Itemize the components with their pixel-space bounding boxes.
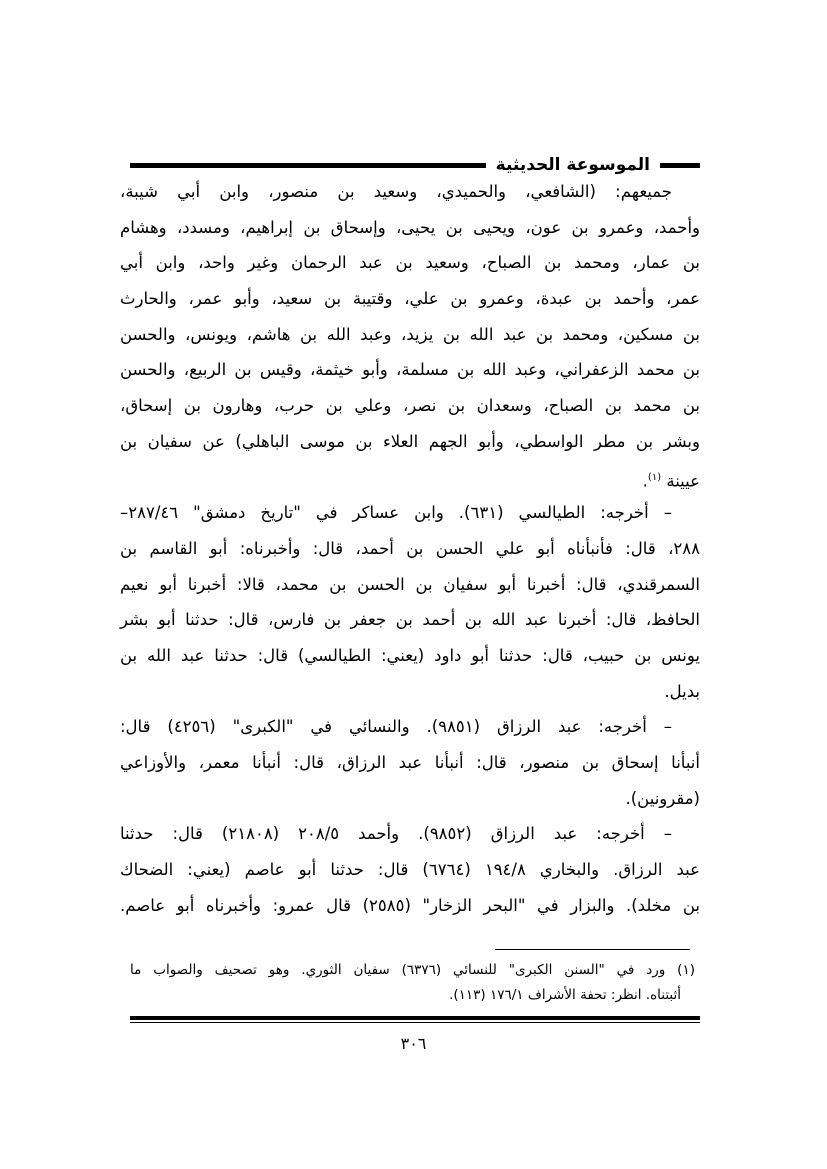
text-line: يونس بن حبيب، قال: حدثنا أبو داود (يعني: الطيالسي) قال: حدثنا عبد الله بن	[120, 645, 700, 665]
text-line: بن عمار، ومحمد بن الصباح، وسعيد بن عبد الرحمان وغير واحد، وابن أبي	[120, 253, 700, 273]
text-line: بن محمد الزعفراني، وعبد الله بن مسلمة، وأبو خيثمة، وقيس بن الربيع، والحسن	[120, 360, 700, 380]
text-line: جميعهم: (الشافعي، والحميدي، وسعيد بن منصور، وابن أبي شيبة،	[120, 182, 672, 201]
text-line: – أخرجه: عبد الرزاق (٩٨٥٢). وأحمد ٢٠٨/٥ (٢١٨٠٨) قال: حدثنا	[120, 824, 673, 844]
footer-rule	[130, 1016, 700, 1023]
footnote-separator	[495, 949, 690, 950]
footnote-reference[interactable]: (١)	[647, 471, 662, 483]
header-rule-right	[660, 163, 700, 168]
text-line: عبد الرزاق. والبخاري ١٩٤/٨ (٦٧٦٤) قال: حدثنا أبو عاصم (يعني: الضحاك	[120, 860, 700, 880]
text-fragment: عيينة	[666, 471, 700, 490]
text-line: – أخرجه: الطيالسي (٦٣١). وابن عساكر في "تاريخ دمشق" ٢٨٧/٤٦–	[120, 503, 672, 523]
footer-rule-thick	[130, 1016, 700, 1020]
text-line	[120, 460, 700, 496]
footnotes	[130, 958, 695, 1008]
text-line: بن مخلد). والبزار في "البحر الزخار" (٢٥٨٥) قال عمرو: وأخبرناه أبو عاصم.	[120, 895, 700, 915]
footnote-line: أثبتناه. انظر: تحفة الأشراف ١٧٦/١ (١١٣).	[449, 987, 681, 1003]
text-line: وبشر بن مطر الواسطي، وأبو الجهم العلاء بن موسى الباهلي) عن سفيان بن	[120, 431, 700, 451]
header-rule-left	[130, 163, 486, 168]
text-line: السمرقندي، قال: أخبرنا أبو سفيان بن الحسن بن محمد، قالا: أخبرنا أبو نعيم	[120, 574, 700, 594]
main-text	[120, 174, 700, 923]
text-line: ٢٨٨، قال: فأنبأناه أبو علي الحسن بن أحمد، قال: وأخبرناه: أبو القاسم بن	[120, 538, 700, 558]
text-fragment: .	[642, 471, 648, 490]
text-line: أنبأنا إسحاق بن منصور، قال: أنبأنا عبد الرزاق، قال: أنبأنا معمر، والأوزاعي	[120, 753, 700, 772]
text-line: (مقرونين).	[625, 788, 700, 808]
text-line: وأحمد، وعمرو بن عون، ويحيى بن يحيى، وإسحاق بن إبراهيم، ومسدد، وهشام	[120, 217, 700, 237]
text-line: بديل.	[664, 681, 700, 701]
text-line: – أخرجه: عبد الرزاق (٩٨٥١). والنسائي في "الكبرى" (٤٢٥٦) قال:	[120, 717, 672, 737]
footnote-line: (١) ورد في "السنن الكبرى" للنسائي (٦٣٧٦) سفيان الثوري. وهو تصحيف والصواب ما	[130, 962, 695, 978]
header-title: الموسوعة الحديثية	[495, 155, 650, 175]
text-line: عمر، وأحمد بن عبدة، وعمرو بن علي، وقتيبة بن سعيد، وأبو عمر، والحارث	[120, 289, 700, 309]
text-line: بن مسكين، ومحمد بن عبد الله بن يزيد، وعبد الله بن هاشم، ويونس، والحسن	[120, 324, 700, 344]
page-number: ٣٠٦	[400, 1034, 427, 1053]
text-line: الحافظ، قال: أخبرنا عبد الله بن أحمد بن جعفر بن فارس، قال: حدثنا أبو بشر	[120, 610, 700, 630]
footer-rule-thin	[130, 1022, 700, 1023]
text-line: بن محمد بن الصباح، وسعدان بن نصر، وعلي بن حرب، وهارون بن إسحاق،	[120, 396, 700, 416]
